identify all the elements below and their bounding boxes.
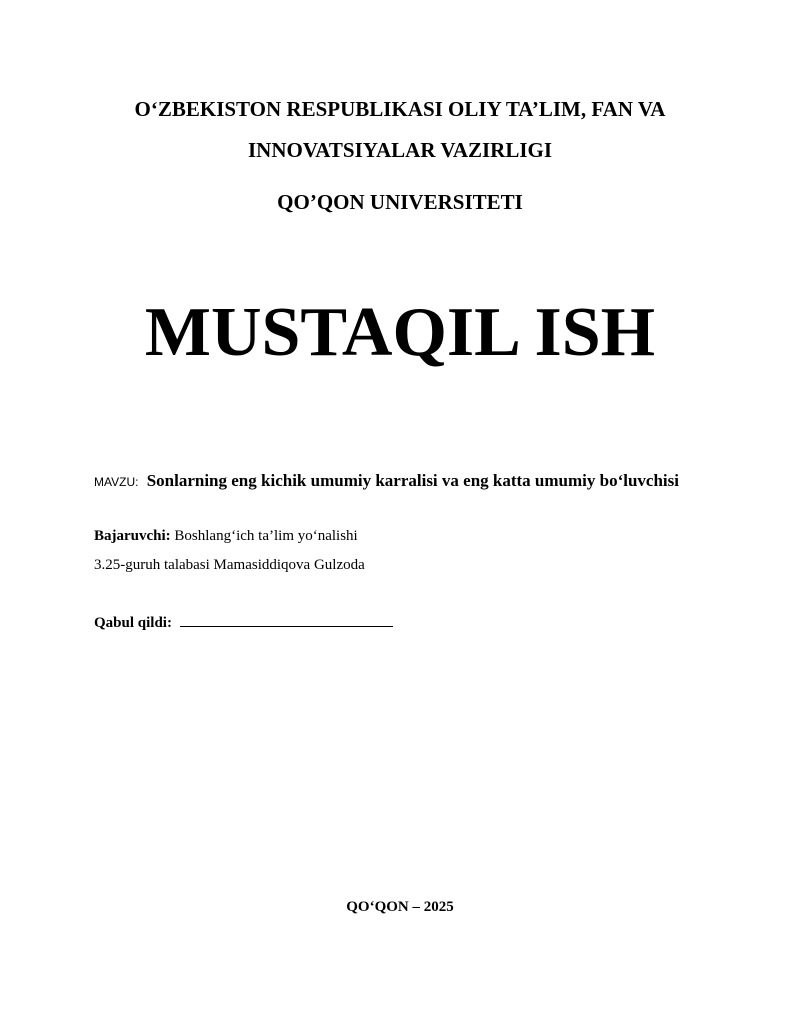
- topic-block: [94, 470, 694, 493]
- executor-label: Bajaruvchi:: [94, 528, 171, 544]
- signature-line: [180, 611, 393, 627]
- executor-value: Boshlang‘ich ta’lim yo‘nalishi: [174, 528, 358, 544]
- accepted-label: Qabul qildi:: [94, 615, 172, 631]
- student-group-info: 3.25-guruh talabasi Mamasiddiqova Gulzoda: [94, 557, 365, 573]
- accepted-row: [94, 611, 393, 633]
- ministry-title-line-2: INNOVATSIYALAR VAZIRLIGI: [247, 138, 553, 162]
- city-year: QO‘QON – 2025: [346, 899, 454, 915]
- ministry-title-line-1: O‘ZBEKISTON RESPUBLIKASI OLIY TA’LIM, FAN VA: [134, 97, 666, 121]
- university-name: QO’QON UNIVERSITETI: [277, 190, 523, 214]
- document-title: MUSTAQIL ISH: [144, 294, 656, 371]
- topic-text: Sonlarning eng kichik umumiy karralisi va eng katta umumiy bo‘luvchisi: [146, 471, 679, 490]
- executor-row: [94, 526, 358, 546]
- topic-label: MAVZU:: [94, 475, 139, 489]
